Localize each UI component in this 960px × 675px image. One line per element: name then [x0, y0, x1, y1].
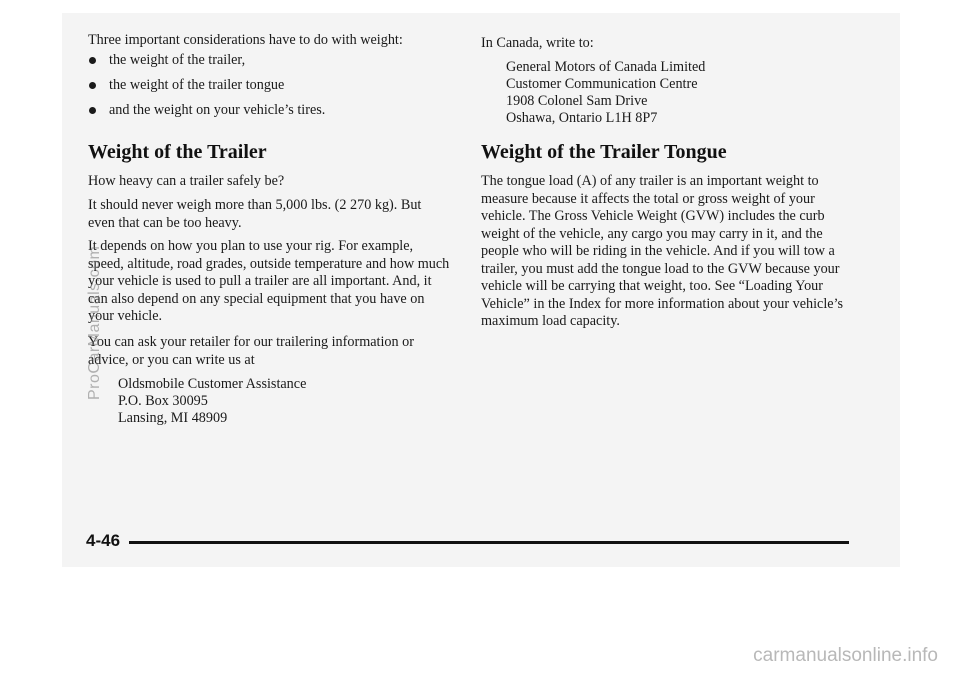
list-item: the weight of the trailer,: [88, 51, 448, 69]
page-number: 4-46: [86, 531, 121, 550]
bullet-icon: [89, 107, 96, 114]
watermark: ProCarManuals.com: [86, 245, 103, 400]
list-item: the weight of the trailer tongue: [88, 76, 448, 94]
bullet-icon: [89, 57, 96, 64]
section-heading: Weight of the Trailer Tongue: [481, 141, 727, 163]
mailing-address: General Motors of Canada Limited Customer Communication Centre 1908 Colonel Sam Drive Oshawa, Ontario L1H 8P7: [506, 59, 706, 126]
paragraph: It depends on how you plan to use your rig. For example, speed, altitude, road grades, outside temperature and how much your vehicle is used to pull a trailer are all important. And, it can also depend on any special equipment that you have on your vehicle.: [88, 238, 450, 324]
intro-text: Three important considerations have to do with weight:: [88, 32, 403, 48]
list-item: and the weight on your vehicle’s tires.: [88, 101, 448, 119]
paragraph: How heavy can a trailer safely be?: [88, 173, 285, 189]
manual-page: [62, 13, 900, 567]
site-url[interactable]: carmanualsonline.info: [753, 645, 938, 666]
section-heading: Weight of the Trailer: [88, 141, 267, 163]
paragraph: It should never weigh more than 5,000 lbs. (2 270 kg). But even that can be too heavy.: [88, 197, 422, 231]
paragraph: The tongue load (A) of any trailer is an important weight to measure because it affects the total or gross weight of your vehicle. The Gross Vehicle Weight (GVW) includes the curb weight of the vehicle, any cargo you may carry in it, and the people who will be riding in the vehicle. And if you will tow a trailer, you must add the tongue load to the GVW because your vehicle will be carrying that weight, too. See “Loading Your Vehicle” in the Index for more information about your vehicle’s maximum load capacity.: [481, 173, 844, 329]
bullet-icon: [89, 82, 96, 89]
mailing-address: Oldsmobile Customer Assistance P.O. Box 30095 Lansing, MI 48909: [118, 376, 307, 426]
paragraph: You can ask your retailer for our trailering information or advice, or you can write us at: [88, 334, 414, 368]
footer-rule: [129, 541, 849, 544]
bullet-list: [88, 51, 448, 126]
intro-text: In Canada, write to:: [481, 35, 594, 51]
